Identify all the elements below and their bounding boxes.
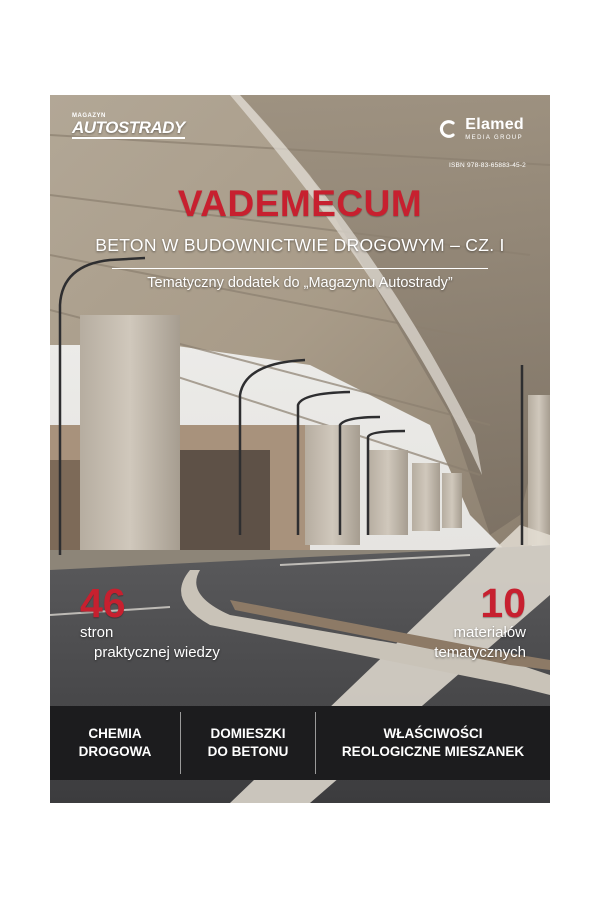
isbn-number: ISBN 978-83-65883-45-2 xyxy=(448,162,526,169)
magazine-cover xyxy=(50,95,550,803)
magazine-logo-small: MAGAZYN xyxy=(72,113,106,119)
stat-materials-line2: tematycznych xyxy=(434,644,526,661)
stat-materials xyxy=(434,580,526,663)
stat-pages xyxy=(80,580,220,663)
topics-band xyxy=(50,706,550,780)
topic-line1: CHEMIA xyxy=(88,726,142,741)
cover-subtitle: BETON W BUDOWNICTWIE DROGOWYM – CZ. I xyxy=(95,235,505,255)
topic-item xyxy=(316,725,550,761)
topic-item xyxy=(181,725,315,761)
cover-tagline: Tematyczny dodatek do „Magazynu Autostrady” xyxy=(147,275,453,291)
stat-pages-line2: praktycznej wiedzy xyxy=(94,644,220,661)
topic-item xyxy=(50,725,180,761)
elamed-c-icon xyxy=(437,118,459,140)
topic-line1: DOMIESZKI xyxy=(210,726,286,741)
stat-materials-line1: materiałów xyxy=(453,624,526,641)
magazine-logo xyxy=(72,113,185,139)
topic-line2: DO BETONU xyxy=(207,744,289,759)
title-divider xyxy=(112,268,488,269)
stat-pages-number: 46 xyxy=(80,580,126,626)
stat-pages-line1: stron xyxy=(80,624,114,641)
publisher-sub: MEDIA GROUP xyxy=(465,135,524,141)
topic-line2: DROGOWA xyxy=(78,744,152,759)
publisher-logo xyxy=(437,117,524,141)
stat-materials-number: 10 xyxy=(480,580,526,626)
publisher-name: Elamed xyxy=(465,116,524,133)
cover-title: VADEMECUM xyxy=(177,183,423,224)
topic-line1: WŁAŚCIWOŚCI xyxy=(383,726,483,741)
topic-line2: REOLOGICZNE MIESZANEK xyxy=(341,744,525,759)
magazine-logo-text: AUTOSTRADY xyxy=(72,118,185,137)
